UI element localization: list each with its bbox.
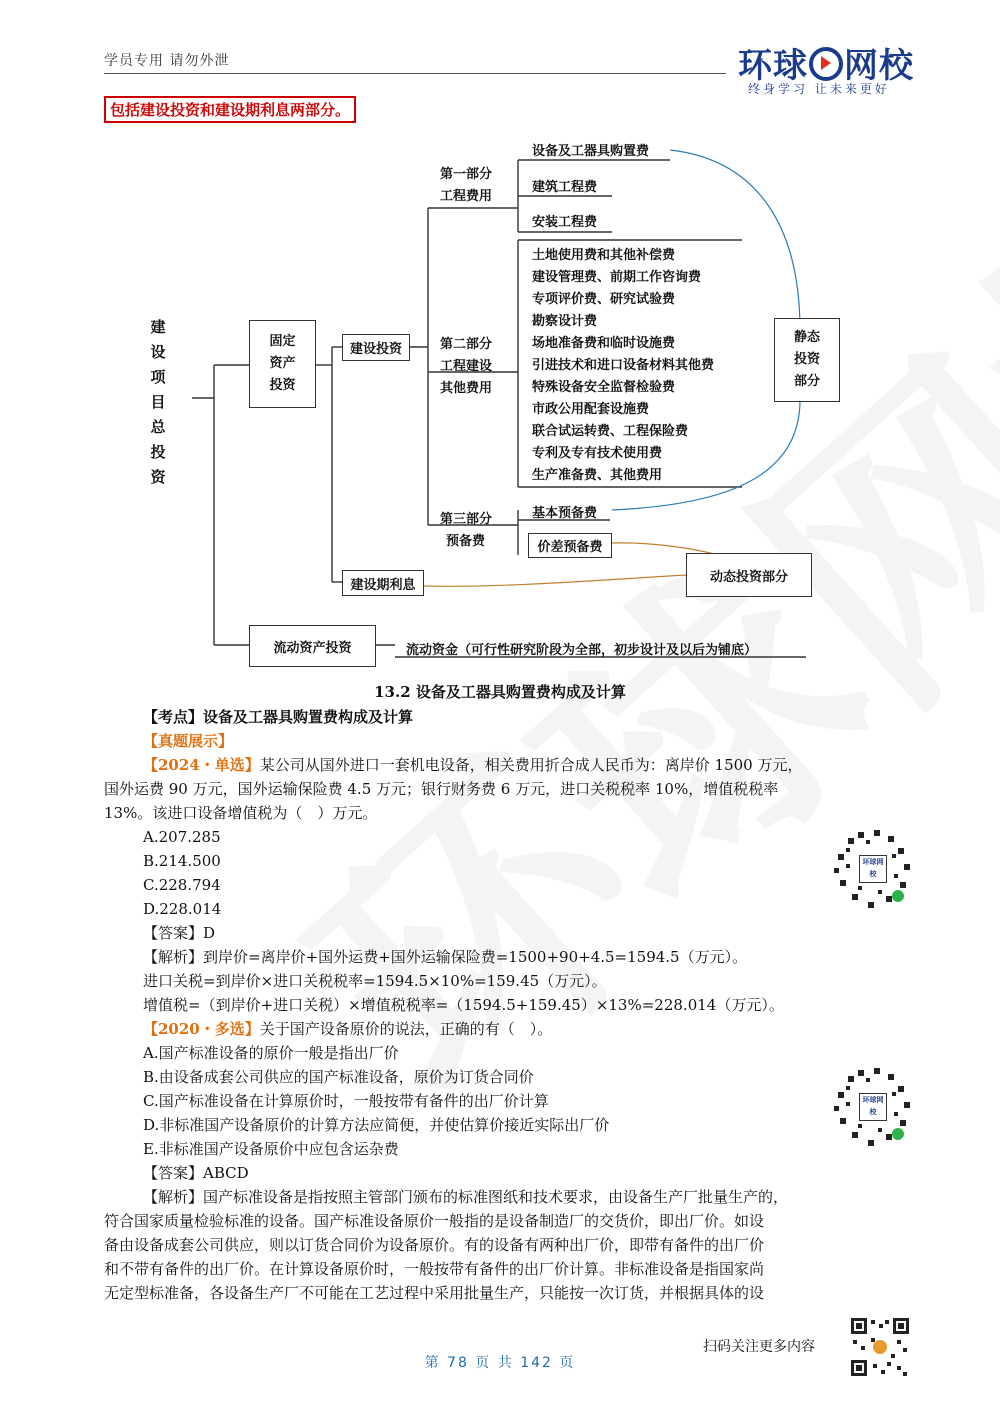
part2-item: 勘察设计费	[532, 314, 598, 329]
mini-program-qr[interactable]	[828, 1062, 916, 1150]
part3-item-basic-reserve: 基本预备费	[532, 506, 598, 521]
dynamic-investment-node: 动态投资部分	[686, 553, 812, 597]
q2-option: C.国产标准设备在计算原价时，一般按带有备件的出厂价计算	[143, 1092, 549, 1110]
brand-slogan: 终身学习 让未来更好	[748, 82, 890, 96]
part2-item: 场地准备费和临时设施费	[532, 336, 676, 351]
q1-option: B.214.500	[143, 852, 221, 870]
q2-answer: 【答案】ABCD	[143, 1164, 249, 1182]
root-char: 项	[150, 368, 166, 386]
section-title: 13.2 设备及工器具购置费构成及计算	[374, 683, 626, 701]
brand-logo: 环球 网校	[738, 46, 914, 86]
q2-stem: 【2020・多选】关于国产设备原价的说法，正确的有（ ）。	[143, 1020, 553, 1038]
root-char: 总	[150, 418, 166, 436]
q1-answer: 【答案】D	[143, 924, 216, 942]
construction-interest-node: 建设期利息	[342, 570, 424, 596]
fixed-asset-node	[249, 320, 316, 408]
q1-option: D.228.014	[143, 900, 222, 918]
q2-option: B.由设备成套公司供应的国产标准设备，原价为订货合同价	[143, 1068, 534, 1086]
part2-item: 特殊设备安全监督检验费	[532, 380, 676, 395]
fixed-asset-line: 固定	[269, 334, 296, 349]
part1-item: 建筑工程费	[532, 180, 598, 195]
intro-highlight: 包括建设投资和建设期利息两部分。	[104, 96, 356, 123]
fixed-asset-line: 投资	[269, 378, 296, 393]
current-fund-text: 流动资金（可行性研究阶段为全部，初步设计及以后为铺底）	[406, 643, 758, 658]
part3-label: 第三部分 预备费	[440, 512, 493, 549]
part2-item: 专利及专有技术使用费	[532, 446, 663, 461]
static-investment-node	[774, 318, 840, 402]
root-char: 设	[150, 343, 166, 361]
root-char: 建	[150, 318, 166, 336]
qr-logo: 环球网校	[859, 1093, 887, 1121]
part3-item-price-reserve: 价差预备费	[528, 533, 612, 558]
q1-stem: 【2024・单选】某公司从国外进口一套机电设备，相关费用折合成人民币为：离岸价 1500 万元， 国外运费 90 万元，国外运输保险费 4.5 万元；银行财务费 6 万元，进口关税税率 10%，增值税税率 13%。该进口设备增值税为（ ）万元。	[104, 756, 803, 822]
q2-option: A.国产标准设备的原价一般是指出厂价	[143, 1044, 399, 1062]
q1-analysis-line: 增值税=（到岸价+进口关税）×增值税税率=（1594.5+159.45）×13%=228.014（万元）。	[143, 996, 784, 1014]
part2-item: 土地使用费和其他补偿费	[532, 248, 676, 263]
construction-invest-node: 建设投资	[342, 334, 410, 361]
page-number: 第 78 页 共 142 页	[424, 1355, 576, 1371]
part2-items	[532, 245, 714, 487]
root-char: 资	[150, 468, 166, 486]
part1-item: 安装工程费	[532, 215, 598, 230]
part2-label: 第二部分 工程建设 其他费用	[440, 337, 493, 396]
q1-option: C.228.794	[143, 876, 221, 894]
root-char: 投	[150, 443, 166, 461]
static-line: 投资	[793, 352, 820, 367]
q2-option: E.非标准国产设备原价中应包含运杂费	[143, 1140, 399, 1158]
part2-item: 专项评价费、研究试验费	[532, 292, 676, 307]
part2-item: 引进技术和进口设备材料其他费	[532, 358, 715, 373]
q1-analysis-line: 进口关税=到岸价×进口关税税率=1594.5×10%=159.45（万元）。	[143, 972, 607, 990]
q2-option: D.非标准国产设备原价的计算方法应简便，并使估算价接近实际出厂价	[143, 1116, 610, 1134]
part1-item: 设备及工器具购置费	[532, 144, 650, 159]
part2-item: 生产准备费、其他费用	[532, 468, 663, 483]
part2-item: 市政公用配套设施费	[532, 402, 650, 417]
scan-prompt: 扫码关注更多内容	[703, 1339, 815, 1355]
q1-option: A.207.285	[143, 828, 221, 846]
qr-logo: 环球网校	[859, 855, 887, 883]
part1-label: 第一部分 工程费用	[440, 167, 493, 204]
current-asset-node: 流动资产投资	[249, 625, 376, 667]
header-notice: 学员专用 请勿外泄	[104, 53, 230, 69]
static-line: 部分	[793, 374, 820, 389]
q2-analysis: 【解析】国产标准设备是指按照主管部门颁布的标准图纸和技术要求，由设备生产厂批量生产的， 符合国家质量检验标准的设备。国产标准设备原价一般指的是设备制造厂的交货价，即出厂价。如设 备由设备成套公司供应，则以订货合同价为设备原价。有的设备有两种出厂价，即带有备件的出厂价 和不带有备件的出厂价。在计算设备原价时，一般按带有备件的出厂价计算。非标准设备是指国家尚 无定型标准备，各设备生产厂不可能在工艺过程中采用批量生产，只能按一次订货，并根据具体的设	[104, 1188, 789, 1302]
q1-analysis: 【解析】到岸价=离岸价+国外运费+国外运输保险费=1500+90+4.5=1594.5（万元）。	[143, 948, 748, 966]
static-line: 静态	[793, 330, 820, 345]
mini-program-qr[interactable]	[828, 824, 916, 912]
part2-item: 建设管理费、前期工作咨询费	[532, 270, 702, 285]
zhenti-heading: 【真题展示】	[143, 732, 234, 750]
part2-item: 联合试运转费、工程保险费	[532, 424, 689, 439]
root-char: 目	[150, 393, 166, 411]
fixed-asset-line: 资产	[269, 356, 296, 371]
kaodian: 【考点】设备及工器具购置费构成及计算	[143, 708, 414, 726]
